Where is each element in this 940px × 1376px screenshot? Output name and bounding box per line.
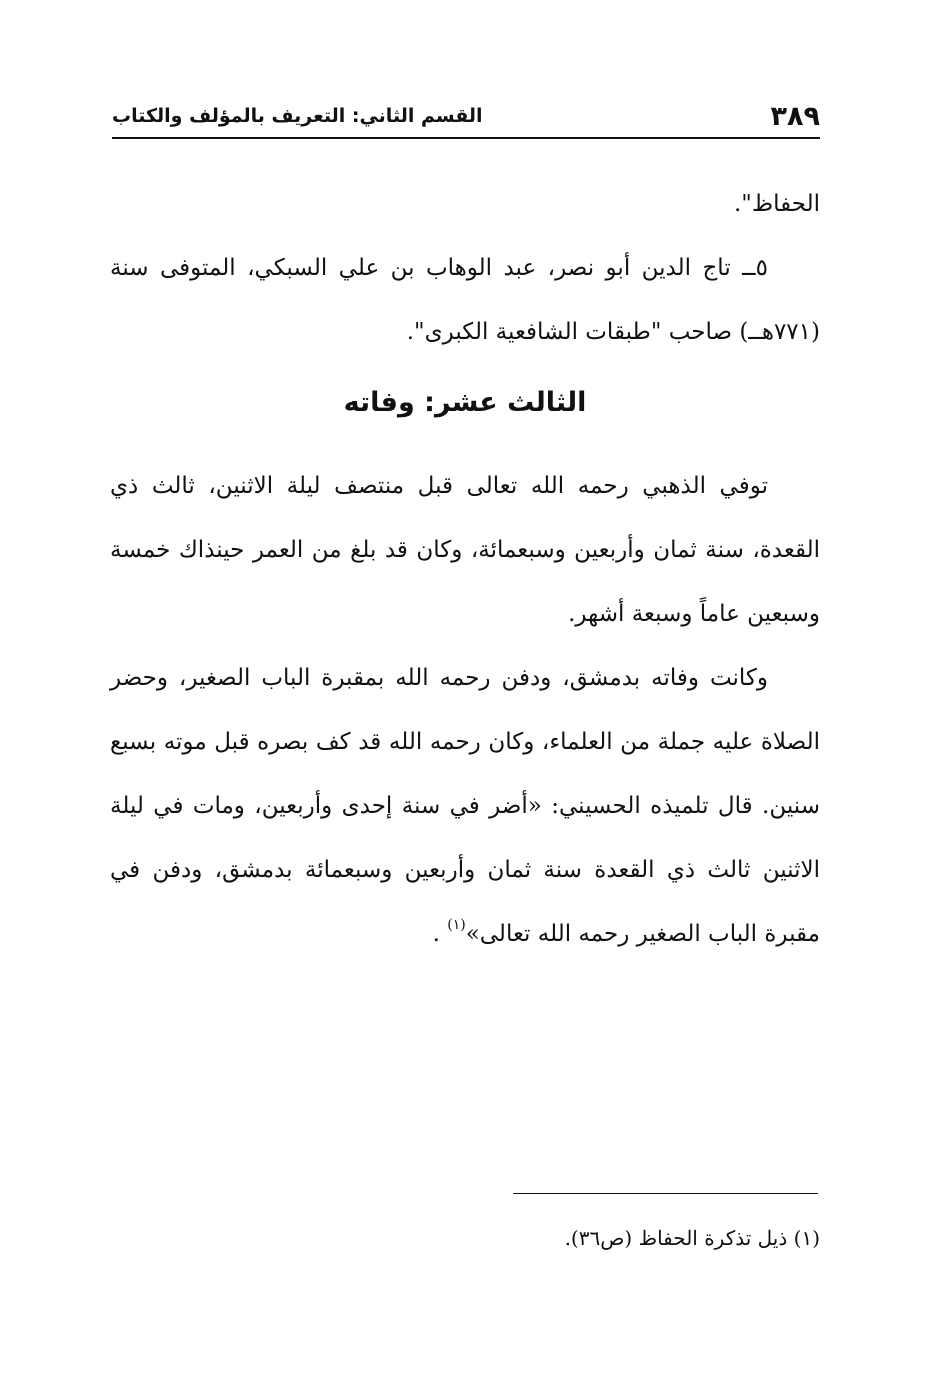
paragraph-death: توفي الذهبي رحمه الله تعالى قبل منتصف ليلة الاثنين، ثالث ذي القعدة، سنة ثمان وأربعين وسبعمائة، وكان قد بلغ من العمر حينذاك خمسة وسبعين عاماً وسبعة أشهر. — [110, 473, 820, 627]
running-title: القسم الثاني: التعريف بالمؤلف والكتاب — [112, 105, 483, 127]
footnote-separator — [513, 1193, 818, 1194]
top-section — [110, 172, 820, 364]
paragraph-burial — [110, 646, 820, 966]
main-section — [110, 454, 820, 966]
list-item-5: ٥ــ تاج الدين أبو نصر، عبد الوهاب بن علي السبكي، المتوفى سنة (٧٧١هــ) صاحب "طبقات الشافعية الكبرى". — [110, 255, 820, 345]
header-rule — [112, 137, 820, 139]
page-number: ٣٨٩ — [770, 100, 820, 132]
page-header — [112, 98, 820, 134]
continued-line: الحفاظ". — [733, 191, 820, 217]
section-heading: الثالث عشر: وفاته — [343, 387, 587, 418]
footnote-1: (١) ذيل تذكرة الحفاظ (ص٣٦). — [564, 1226, 820, 1250]
paragraph-end-mark: . — [432, 921, 440, 947]
paragraph-burial-text: وكانت وفاته بدمشق، ودفن رحمه الله بمقبرة الباب الصغير، وحضر الصلاة عليه جملة من العلماء، وكان رحمه الله قد كف بصره قبل موته بسبع سنين. قال تلميذه الحسيني: «أضر في سنة إحدى وأربعين، ومات في ليلة الاثنين ثالث ذي القعدة سنة ثمان وأربعين وسبعمائة بدمشق، ودفن في مقبرة الباب الصغير رحمه الله تعالى» — [110, 665, 820, 947]
footnote-reference[interactable]: (١) — [447, 917, 466, 933]
